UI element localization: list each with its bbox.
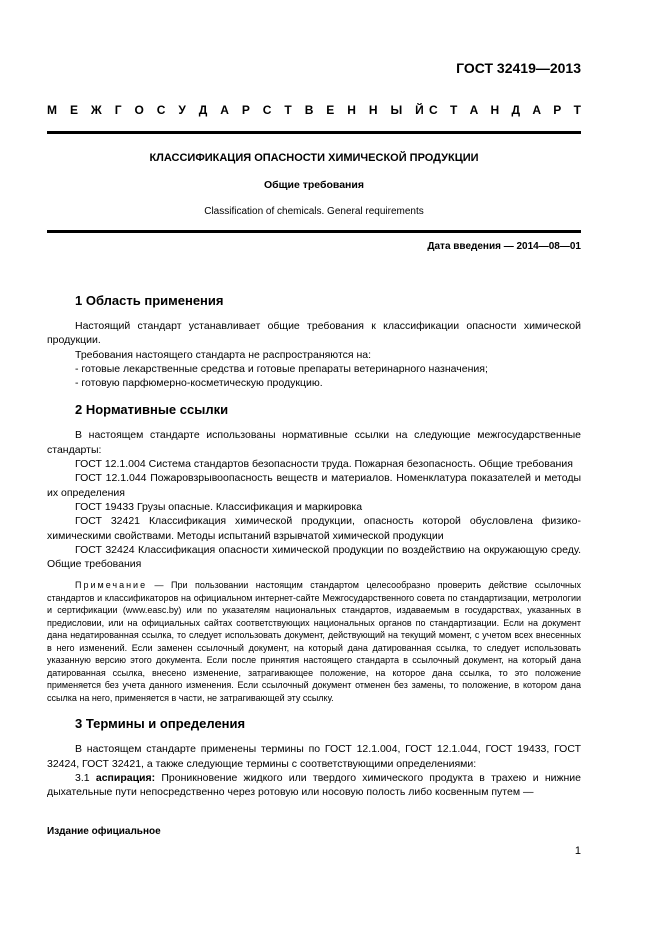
note-text: — При пользовании настоящим стандартом целесообразно проверить действие ссылочных стандартов и классификаторов на официальном интернет-сайте Межгосударственного совета по стандартизации, метрологии и сертификации (www.easc.by) или по указателям национальных стандартов, издаваемым в государствах, указанных в предисловии, или на официальных сайтах соответствующих национальных органов по стандартизации. Если на документ дана недатированная ссылка, то следует использовать документ, действующий на текущий момент, с учетом всех внесенных в него изменений. Если заменен ссылочный документ, на который дана датированная ссылка, то следует использовать указанную версию этого документа. Если после принятия настоящего стандарта в ссылочный документ, на который дана датированная ссылка, внесено изменение, затрагивающее положение, на которое дана ссылка, то это положение применяется без учета данного изменения. Если ссылочный документ отменен без замены, то положение, в котором дана ссылка на него, применяется в части, не затрагивающей эту ссылку. xyxy=(47,580,581,703)
spread-letter: Т xyxy=(449,103,458,117)
spread-letter: Н xyxy=(347,103,356,117)
spread-letter: А xyxy=(220,103,229,117)
paragraph: В настоящем стандарте использованы нормативные ссылки на следующие межгосударственные стандарты: xyxy=(47,429,581,456)
document-body xyxy=(47,293,581,800)
spread-letter: Н xyxy=(490,103,500,117)
reference-item: ГОСТ 12.1.044 Пожаровзрывоопасность веществ и материалов. Номенклатура показателей и методы их определения xyxy=(47,472,581,499)
section-heading: 2 Нормативные ссылки xyxy=(75,402,229,418)
term-number: 3.1 xyxy=(75,772,96,785)
spread-letter: Г xyxy=(114,103,122,117)
section-heading: 1 Область применения xyxy=(75,293,224,308)
reference-item: ГОСТ 19433 Грузы опасные. Классификация и маркировка xyxy=(75,500,363,513)
standard-word xyxy=(429,103,581,117)
official-edition-label: Издание официальное xyxy=(47,826,161,837)
spread-letter: В xyxy=(304,103,314,117)
spread-letter: М xyxy=(47,103,57,117)
reference-item: ГОСТ 32424 Классификация опасности химической продукции по воздействию на окружающую среду. Общие требования xyxy=(47,543,581,571)
interstate-word xyxy=(47,103,424,117)
spread-letter: А xyxy=(532,103,541,117)
spread-letter: Й xyxy=(415,103,424,117)
reference-item: ГОСТ 32421 Классификация химической продукции, опасность которой обусловлена физико-химическими свойствами. Методы испытаний взрывчатой химической продукции xyxy=(47,515,581,542)
document-subtitle: Общие требования xyxy=(264,179,364,191)
spread-letter: А xyxy=(469,103,479,117)
spread-letter: Р xyxy=(241,103,250,117)
note-label: Примечание xyxy=(75,580,148,591)
term-text: Проникновение жидкого или твердого химического продукта в трахею и нижние дыхательные пути непосредственно через ротовую или носовую полость либо косвенным путем — xyxy=(47,772,582,799)
spread-letter: Ж xyxy=(90,103,102,117)
paragraph: Настоящий стандарт устанавливает общие требования к классификации опасности химической продукции. xyxy=(47,320,581,347)
term-definition xyxy=(47,771,581,800)
spread-letter: У xyxy=(178,103,186,117)
note xyxy=(47,579,581,704)
gost-number: ГОСТ 32419—2013 xyxy=(456,60,581,76)
section-heading: 3 Термины и определения xyxy=(75,716,246,732)
spread-letter: Е xyxy=(326,103,335,117)
introduction-date: Дата введения — 2014—08—01 xyxy=(427,241,581,252)
list-item: - готовую парфюмерно-косметическую продукцию. xyxy=(75,377,323,390)
interstate-standard-banner xyxy=(47,103,581,117)
spread-letter: Н xyxy=(368,103,378,117)
paragraph: В настоящем стандарте применены термины по ГОСТ 12.1.004, ГОСТ 12.1.044, ГОСТ 19433, ГОСТ 32424, ГОСТ 32421, а также следующие термины с соответствующими определениями: xyxy=(47,743,581,770)
spread-letter: Д xyxy=(511,103,521,117)
document-title: КЛАССИФИКАЦИЯ ОПАСНОСТИ ХИМИЧЕСКОЙ ПРОДУКЦИИ xyxy=(149,152,479,164)
list-item: - готовые лекарственные средства и готовые препараты ветеринарного назначения; xyxy=(75,362,488,375)
spread-letter: Е xyxy=(69,103,78,117)
paragraph: Требования настоящего стандарта не распространяются на: xyxy=(75,348,372,361)
spread-letter: Т xyxy=(284,103,292,117)
term-name: аспирация: xyxy=(95,772,156,785)
page-number: 1 xyxy=(574,845,581,857)
spread-letter: Р xyxy=(553,103,562,117)
spread-letter: С xyxy=(429,103,438,117)
english-title: Classification of chemicals. General requirements xyxy=(204,206,424,217)
spread-letter: С xyxy=(262,103,272,117)
top-divider xyxy=(47,131,581,134)
reference-item: ГОСТ 12.1.004 Система стандартов безопасности труда. Пожарная безопасность. Общие требования xyxy=(75,458,573,471)
spread-letter: С xyxy=(156,103,166,117)
spread-letter: Ы xyxy=(390,103,403,117)
spread-letter: Д xyxy=(198,103,208,117)
spread-letter: О xyxy=(134,103,144,117)
spread-letter: Т xyxy=(573,103,581,117)
title-divider xyxy=(47,230,581,233)
